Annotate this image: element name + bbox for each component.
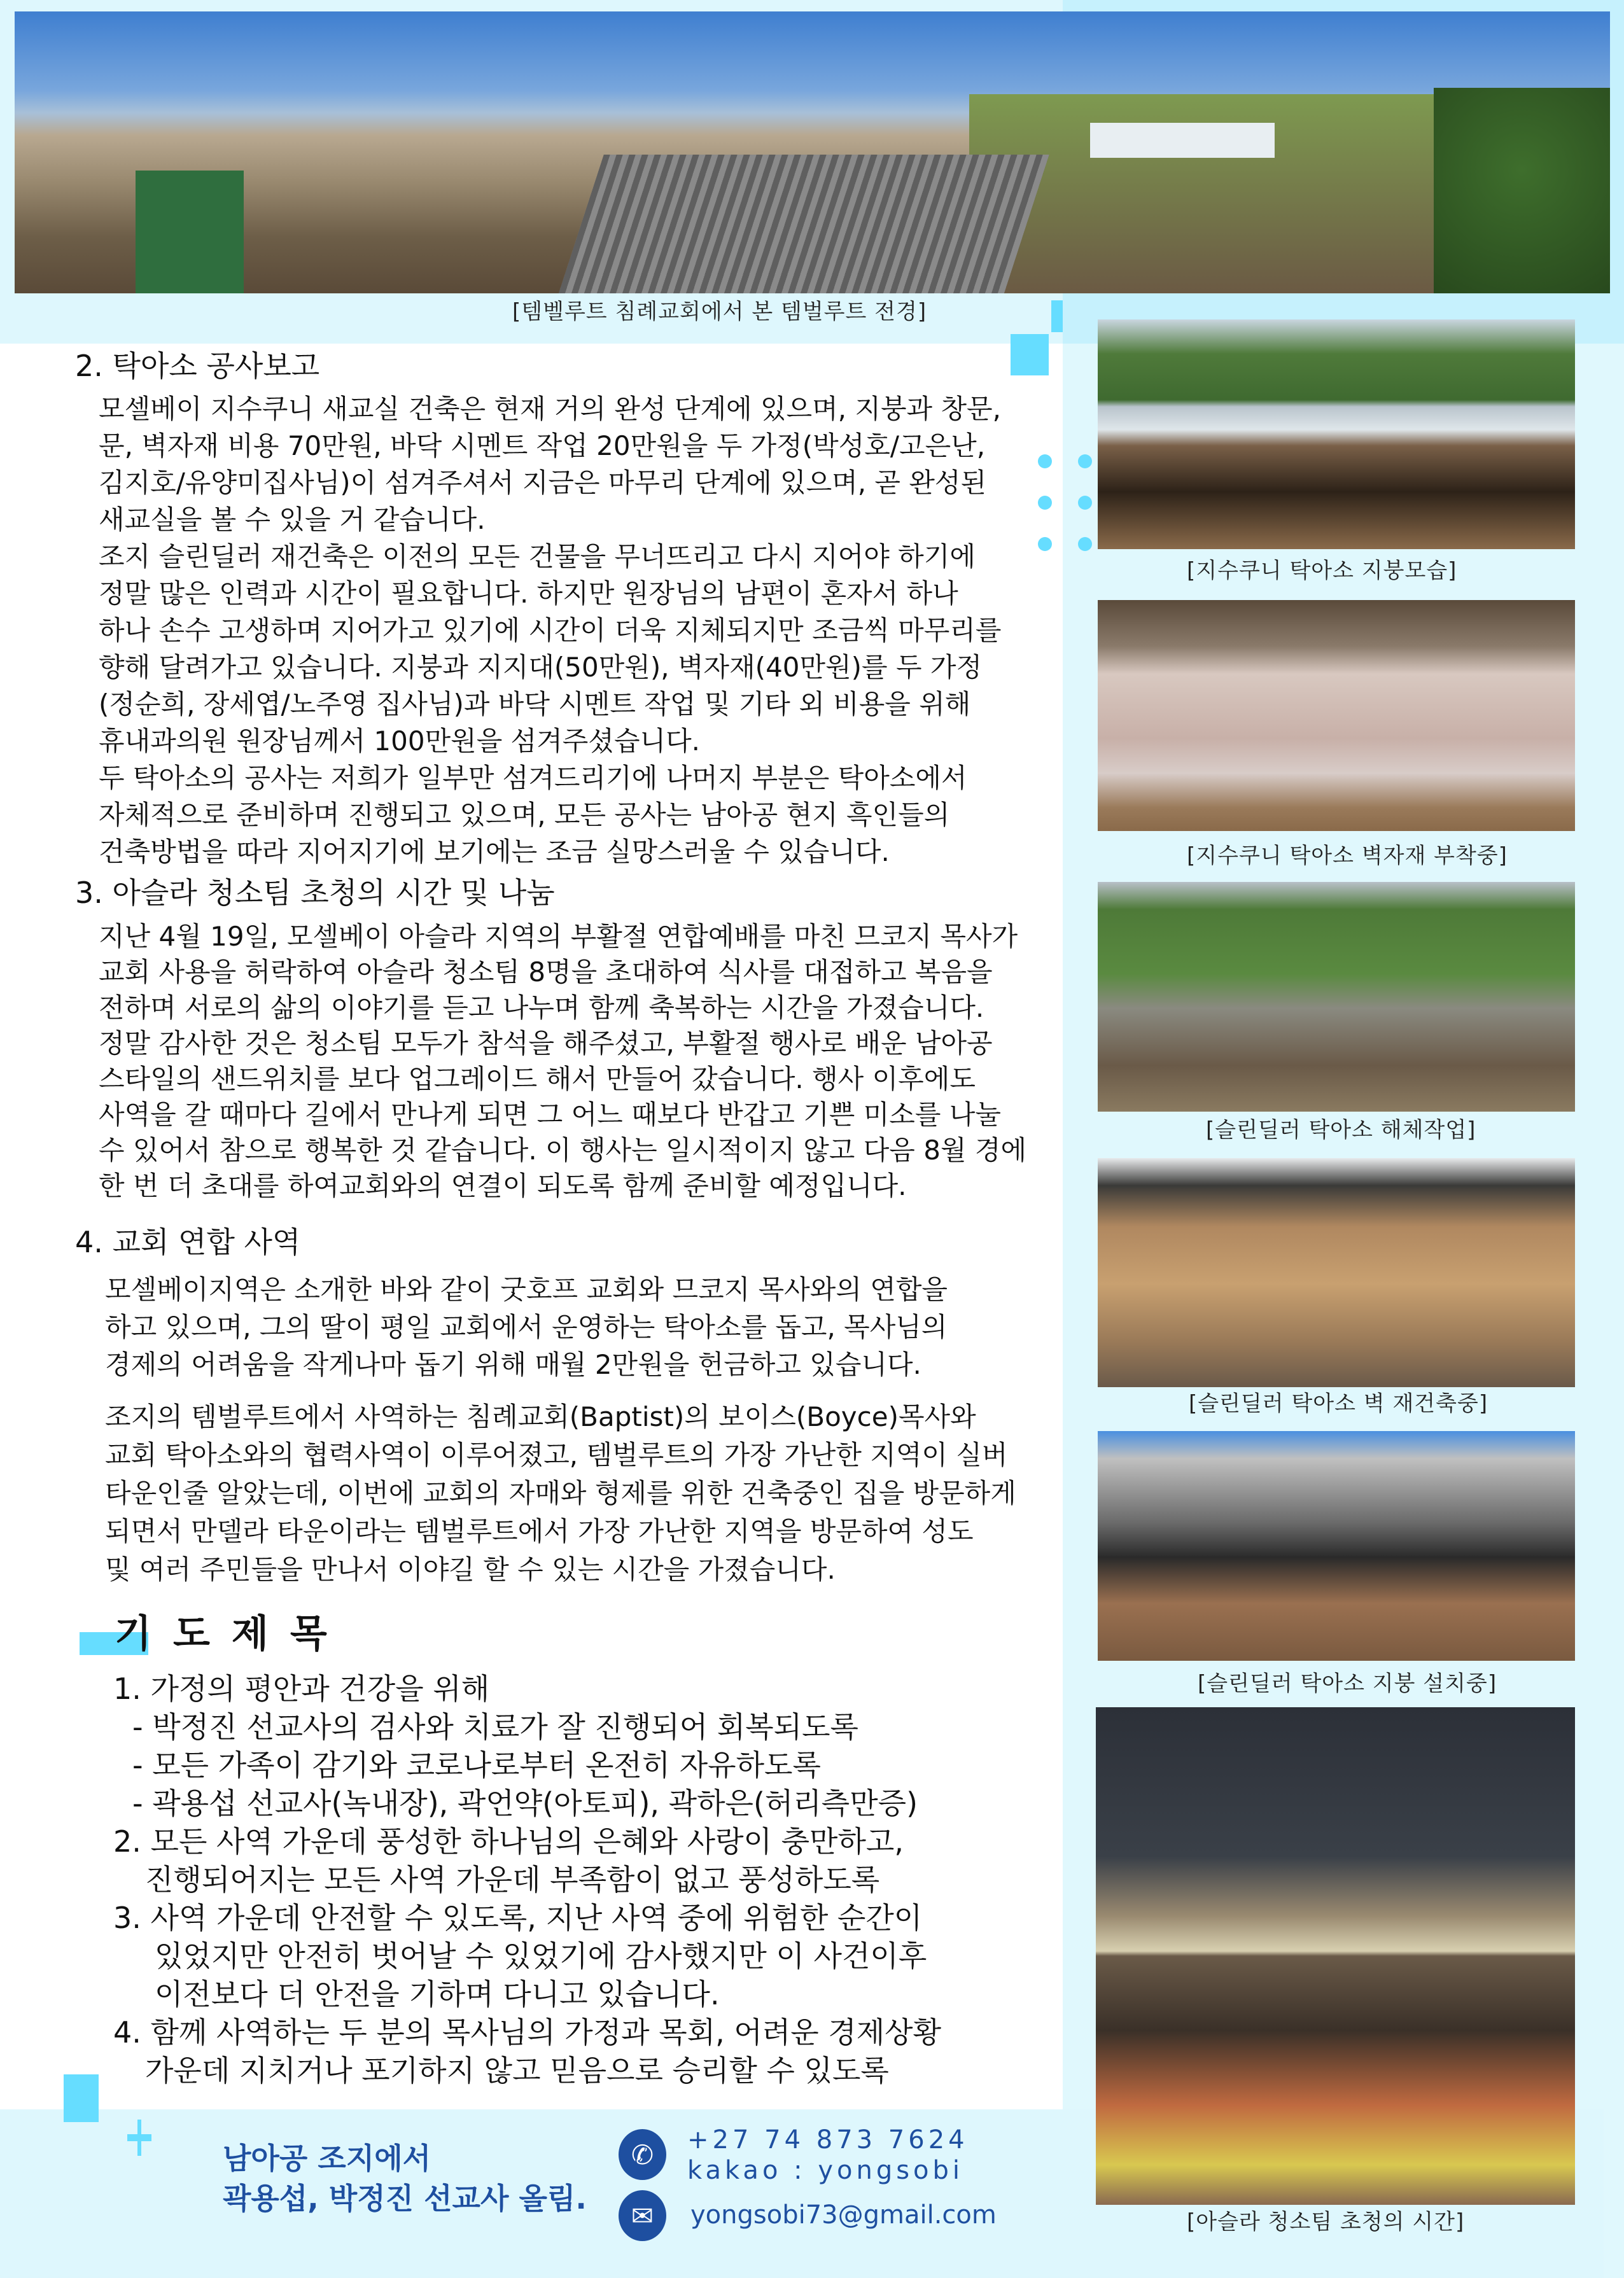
decor-square <box>1051 300 1063 332</box>
text-line: 조지의 템벌루트에서 사역하는 침례교회(Baptist)의 보이스(Boyce)목사와 <box>105 1401 976 1432</box>
panorama-caption: [템벨루트 침례교회에서 본 템벌루트 전경] <box>512 299 927 325</box>
photo-wall-rebuild <box>1098 1158 1575 1387</box>
text-line: 1. 가정의 평안과 건강을 위해 <box>113 1672 490 1706</box>
text-line: 이전보다 더 안전을 기하며 다니고 있습니다. <box>155 1977 720 2011</box>
decor-dot <box>1078 496 1092 510</box>
plus-icon <box>127 2134 151 2141</box>
photo-caption: [지수쿠니 탁아소 지붕모습] <box>1187 558 1457 583</box>
text-line: 타운인줄 알았는데, 이번에 교회의 자매와 형제를 위한 건축중인 집을 방문하게 <box>105 1478 1016 1509</box>
panorama-photo <box>15 11 1610 293</box>
section-title: 4. 교회 연합 사역 <box>75 1225 301 1259</box>
text-line: 모셀베이 지수쿠니 새교실 건축은 현재 거의 완성 단계에 있으며, 지붕과 창문, <box>99 393 1001 424</box>
text-line: 건축방법을 따라 지어지기에 보기에는 조금 실망스러울 수 있습니다. <box>99 836 890 867</box>
text-line: 정말 많은 인력과 시간이 필요합니다. 하지만 원장님의 남편이 혼자서 하나 <box>99 578 958 609</box>
text-line: 정말 감사한 것은 청소팀 모두가 참석을 해주셨고, 부활절 행사로 배운 남아공 <box>99 1028 993 1059</box>
section-title: 2. 탁아소 공사보고 <box>75 349 320 383</box>
decor-square <box>64 2074 99 2122</box>
text-line: 교회 사용을 허락하여 아슬라 청소팀 8명을 초대하여 식사를 대접하고 복음을 <box>99 956 993 988</box>
text-line: 교회 탁아소와의 협력사역이 이루어졌고, 템벌루트의 가장 가난한 지역이 실버 <box>105 1439 1008 1471</box>
text-line: - 곽용섭 선교사(녹내장), 곽언약(아토피), 곽하은(허리측만증) <box>132 1786 918 1820</box>
text-line: 되면서 만델라 타운이라는 템벌루트에서 가장 가난한 지역을 방문하여 성도 <box>105 1516 974 1547</box>
decor-dot <box>1078 454 1092 468</box>
text-line: 김지호/유양미집사님)이 섬겨주셔서 지금은 마무리 단계에 있으며, 곧 완성된 <box>99 467 987 498</box>
photo-caption: [슬린딜러 탁아소 해체작업] <box>1206 1117 1476 1143</box>
text-line: - 박정진 선교사의 검사와 치료가 잘 진행되어 회복되도록 <box>132 1710 858 1744</box>
text-line: 문, 벽자재 비용 70만원, 바닥 시멘트 작업 20만원을 두 가정(박성호/고은난, <box>99 430 986 461</box>
photo-caption: [지수쿠니 탁아소 벽자재 부착중] <box>1187 843 1508 869</box>
text-line: 스타일의 샌드위치를 보다 업그레이드 해서 만들어 갔습니다. 행사 이후에도 <box>99 1063 976 1094</box>
text-line: 4. 함께 사역하는 두 분의 목사님의 가정과 목회, 어려운 경제상황 <box>113 2015 942 2050</box>
text-line: 진행되어지는 모든 사역 가운데 부족함이 없고 풍성하도록 <box>145 1862 880 1897</box>
photo-caption: [아슬라 청소팀 초청의 시간] <box>1187 2209 1465 2235</box>
text-line: 자체적으로 준비하며 진행되고 있으며, 모든 공사는 남아공 현지 흑인들의 <box>99 799 950 830</box>
text-line: 한 번 더 초대를 하여교회와의 연결이 되도록 함께 준비할 예정입니다. <box>99 1170 907 1201</box>
photo-caption: [슬린딜러 탁아소 벽 재건축중] <box>1189 1391 1488 1416</box>
text-line: 수 있어서 참으로 행복한 것 같습니다. 이 행사는 일시적이지 않고 다음 8월 경에 <box>99 1135 1027 1166</box>
text-line: 있었지만 안전히 벗어날 수 있었기에 감사했지만 이 사건이후 <box>155 1939 927 1973</box>
text-line: 하나 손수 고생하며 지어가고 있기에 시간이 더욱 지체되지만 조금씩 마무리를 <box>99 615 1002 646</box>
sender-location: 남아공 조지에서 <box>223 2141 431 2176</box>
text-line: 경제의 어려움을 작게나마 돕기 위해 매월 2만원을 헌금하고 있습니다. <box>105 1349 921 1380</box>
text-line: 가운데 지치거나 포기하지 않고 믿음으로 승리할 수 있도록 <box>145 2053 889 2088</box>
text-line: 두 탁아소의 공사는 저희가 일부만 섬겨드리기에 나머지 부분은 탁아소에서 <box>99 762 967 793</box>
section-title: 3. 아슬라 청소팀 초청의 시간 및 나눔 <box>75 876 555 910</box>
photo-roof <box>1098 319 1575 549</box>
text-line: 사역을 갈 때마다 길에서 만나게 되면 그 어느 때보다 반갑고 기쁜 미소를 나눌 <box>99 1099 1001 1130</box>
decor-dot <box>1038 537 1052 551</box>
text-line: 2. 모든 사역 가운데 풍성한 하나님의 은혜와 사랑이 충만하고, <box>113 1824 904 1859</box>
photo-cleaning-team <box>1096 1707 1575 2205</box>
text-line: - 모든 가족이 감기와 코로나로부터 온전히 자유하도록 <box>132 1748 821 1782</box>
photo-wall-panels <box>1098 600 1575 831</box>
text-line: 향해 달려가고 있습니다. 지붕과 지지대(50만원), 벽자재(40만원)를 두 가정 <box>99 652 983 683</box>
text-line: 지난 4월 19일, 모셀베이 아슬라 지역의 부활절 연합예배를 마친 므코지 목사가 <box>99 921 1018 952</box>
decor-dot <box>1038 496 1052 510</box>
text-line: 3. 사역 가운데 안전할 수 있도록, 지난 사역 중에 위험한 순간이 <box>113 1901 923 1935</box>
text-line: 새교실을 볼 수 있을 거 같습니다. <box>99 504 486 535</box>
mail-icon: ✉ <box>619 2190 666 2241</box>
photo-caption: [슬린딜러 탁아소 지붕 설치중] <box>1198 1671 1497 1696</box>
photo-roof-install <box>1098 1431 1575 1661</box>
text-line: 조지 슬린딜러 재건축은 이전의 모든 건물을 무너뜨리고 다시 지어야 하기에 <box>99 541 976 572</box>
decor-square <box>1011 334 1049 375</box>
text-line: 하고 있으며, 그의 딸이 평일 교회에서 운영하는 탁아소를 돕고, 목사님의 <box>105 1311 948 1343</box>
text-line: 휴내과의원 원장님께서 100만원을 섬겨주셨습니다. <box>99 725 701 757</box>
decor-dot <box>1038 454 1052 468</box>
email-link[interactable]: yongsobi73@gmail.com <box>690 2200 997 2230</box>
text-line: 모셀베이지역은 소개한 바와 같이 굿호프 교회와 므코지 목사와의 연합을 <box>105 1274 948 1305</box>
text-line: (정순희, 장세엽/노주영 집사님)과 바닥 시멘트 작업 및 기타 외 비용을 위해 <box>99 688 971 720</box>
text-line: 및 여러 주민들을 만나서 이야길 할 수 있는 시간을 가졌습니다. <box>105 1554 836 1585</box>
phone-number[interactable]: +27 74 873 7624 <box>687 2125 969 2155</box>
photo-demolition <box>1098 882 1575 1112</box>
phone-icon: ✆ <box>619 2129 666 2180</box>
decor-dot <box>1078 537 1092 551</box>
text-line: 전하며 서로의 삶의 이야기를 듣고 나누며 함께 축복하는 시간을 가졌습니다. <box>99 992 984 1023</box>
prayer-title: 기도제목 <box>115 1612 349 1656</box>
signature: 곽용섭, 박정진 선교사 올림. <box>223 2181 587 2216</box>
kakao-id: kakao : yongsobi <box>687 2156 964 2185</box>
